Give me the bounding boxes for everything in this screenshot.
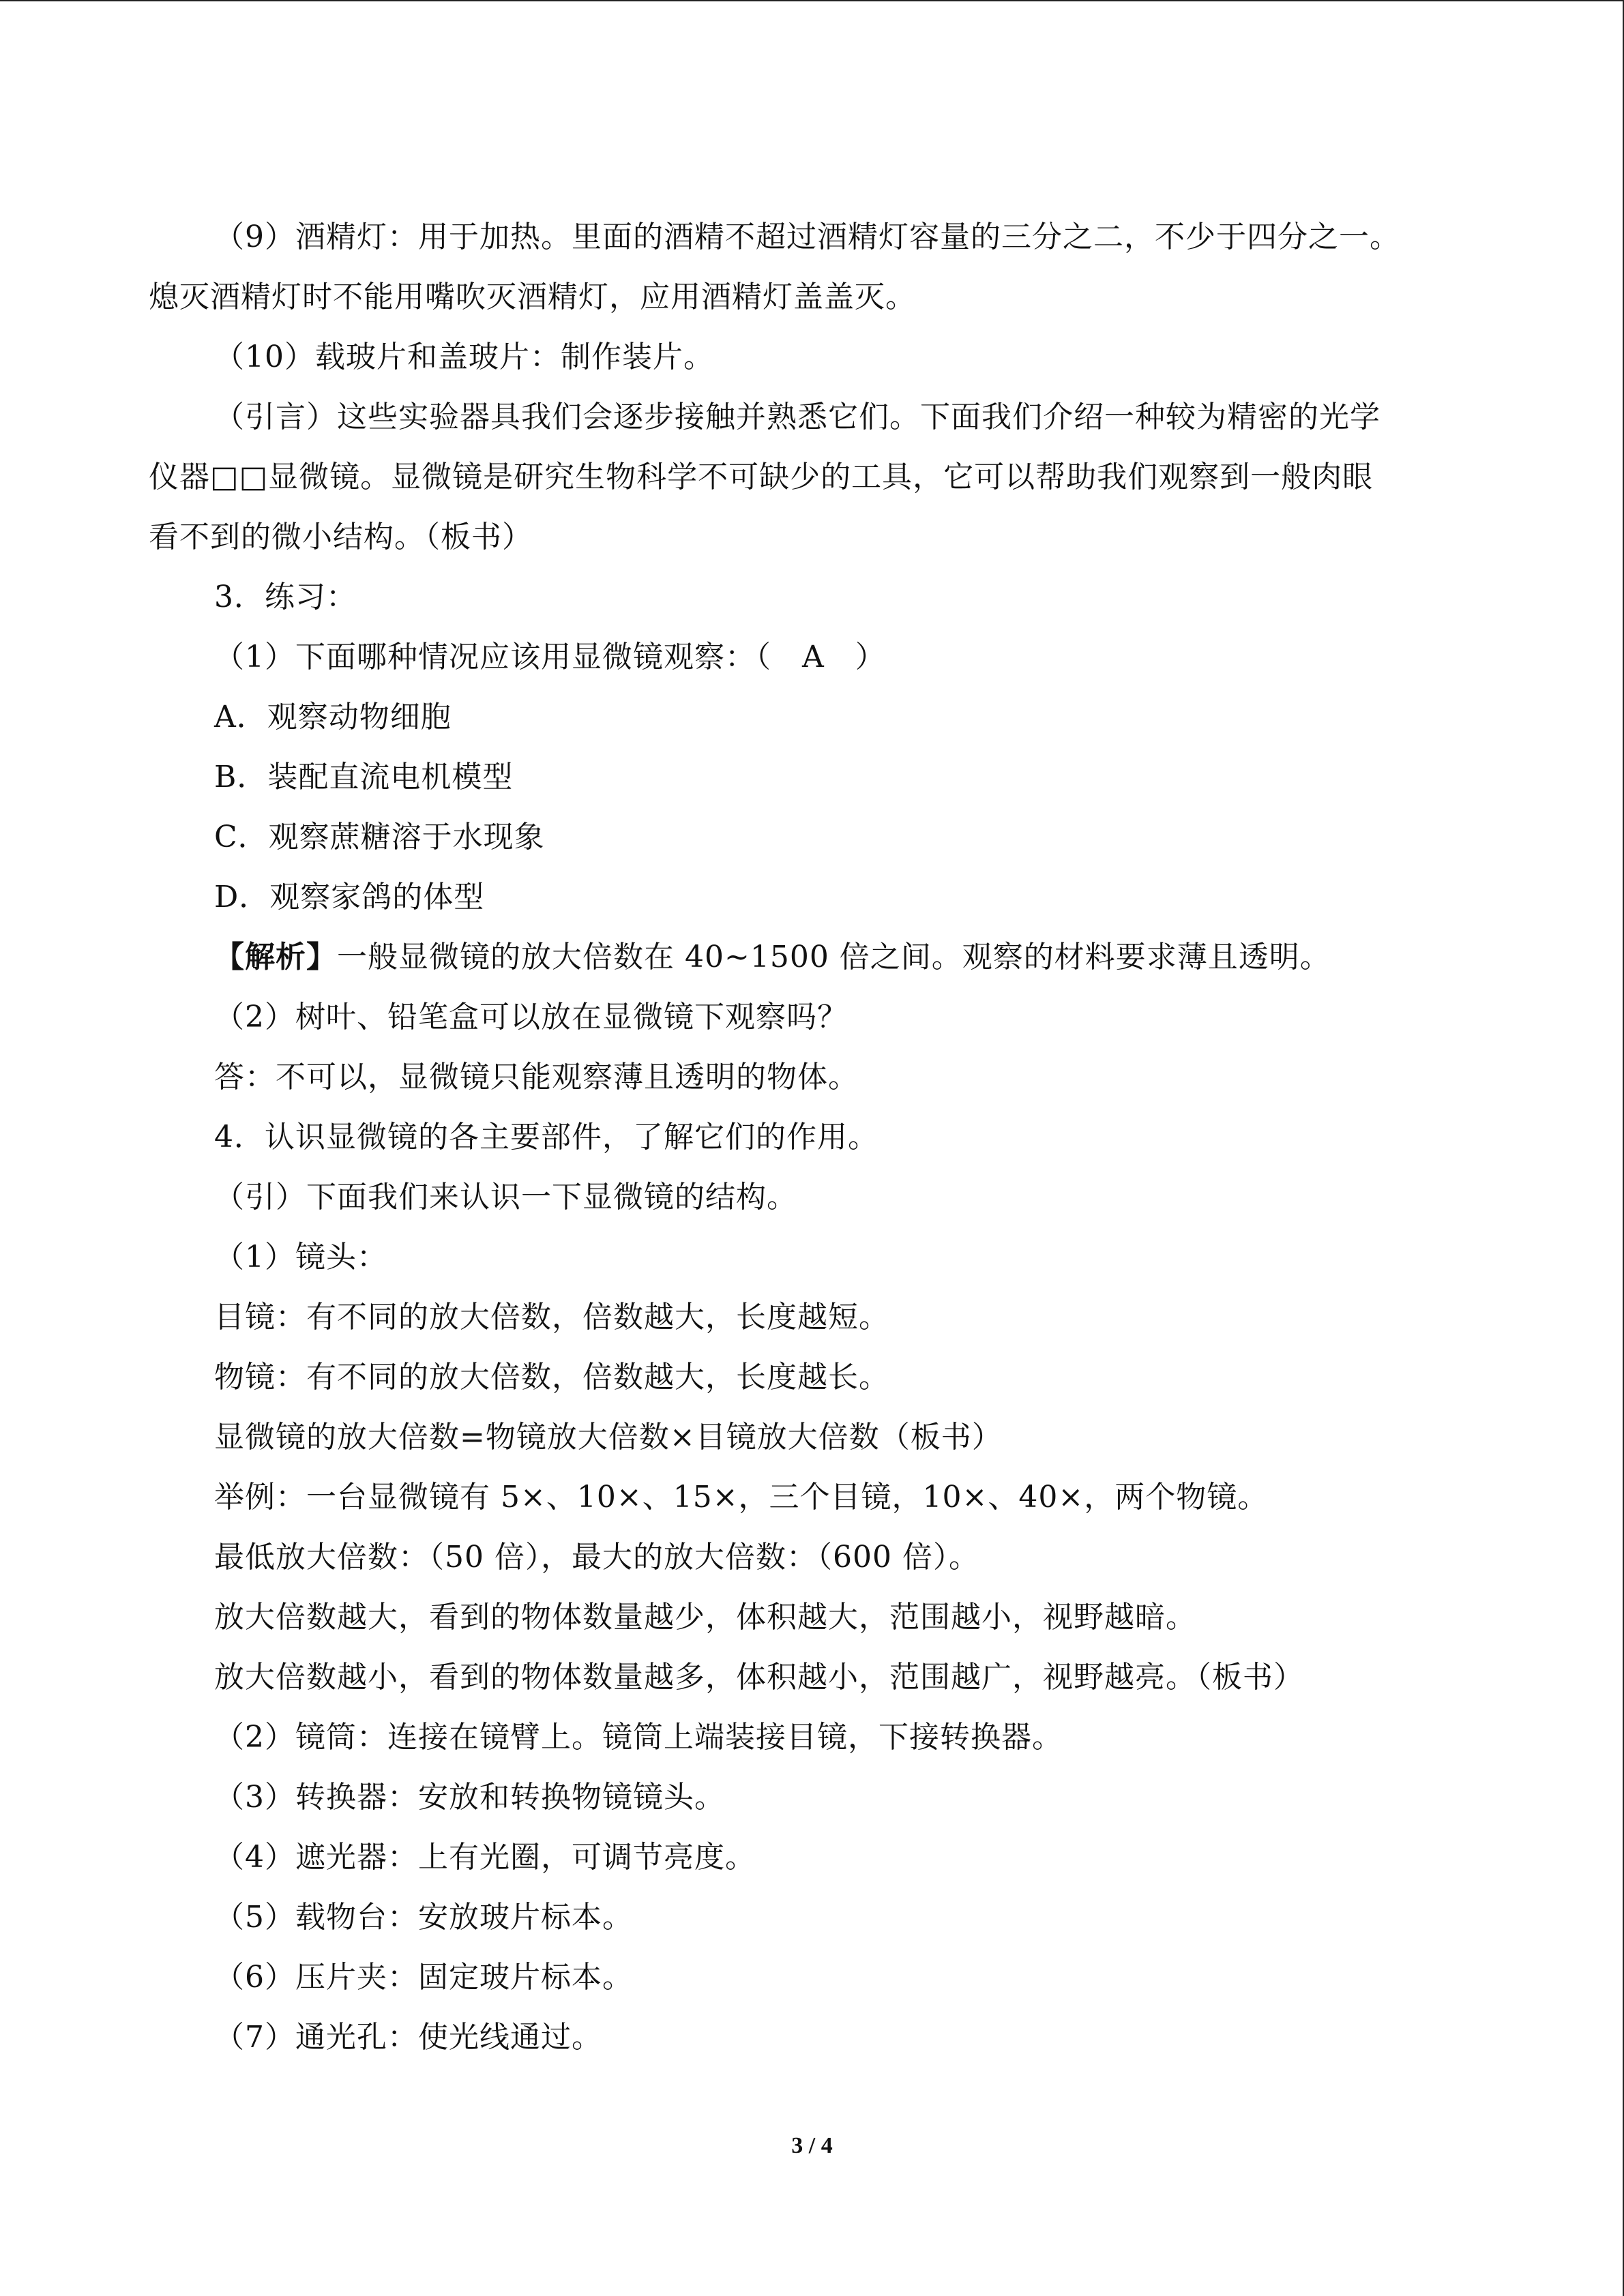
section-heading: 4．认识显微镜的各主要部件，了解它们的作用。 [214,1120,879,1154]
text-line: （5）载物台：安放玻片标本。 [214,1900,633,1935]
text-line: （4）遮光器：上有光圈，可调节亮度。 [214,1840,756,1875]
text-line: （1）镜头： [214,1240,387,1274]
option-b: B．装配直流电机模型 [214,760,514,794]
text-line: （7）通光孔：使光线通过。 [214,2020,602,2055]
text-line: 举例：一台显微镜有 5×、10×、15×，三个目镜，10×、40×，两个物镜。 [214,1480,1269,1515]
text-line: 放大倍数越小，看到的物体数量越多，体积越小，范围越广，视野越亮。（板书） [214,1660,1304,1695]
option-d: D．观察家鸽的体型 [214,880,485,914]
text-line: （引）下面我们来认识一下显微镜的结构。 [214,1180,797,1214]
answer-line: 答：不可以，显微镜只能观察薄且透明的物体。 [214,1060,859,1094]
text-line: 显微镜的放大倍数=物镜放大倍数×目镜放大倍数（板书） [214,1420,1003,1455]
analysis-text: 一般显微镜的放大倍数在 40~1500 倍之间。观察的材料要求薄且透明。 [337,940,1331,974]
text-line: 仪器□□显微镜。显微镜是研究生物科学不可缺少的工具，它可以帮助我们观察到一般肉眼 [149,460,1374,494]
text-line: 物镜：有不同的放大倍数，倍数越大，长度越长。 [214,1360,889,1395]
text-line: （引言）这些实验器具我们会逐步接触并熟悉它们。下面我们介绍一种较为精密的光学 [214,400,1381,434]
analysis-line [149,927,1458,987]
option-c: C．观察蔗糖溶于水现象 [214,820,545,854]
question-line: （1）下面哪种情况应该用显微镜观察：（ A ） [214,640,886,674]
text-line: 最低放大倍数：（50 倍），最大的放大倍数：（600 倍）。 [214,1540,979,1575]
text-line: （9）酒精灯：用于加热。里面的酒精不超过酒精灯容量的三分之二，不少于四分之一。 [214,220,1400,254]
text-line: （2）镜筒：连接在镜臂上。镜筒上端装接目镜，下接转换器。 [214,1720,1063,1755]
text-line: （10）载玻片和盖玻片：制作装片。 [214,340,714,374]
text-line: 目镜：有不同的放大倍数，倍数越大，长度越短。 [214,1300,889,1335]
text-line: （3）转换器：安放和转换物镜镜头。 [214,1780,725,1815]
section-heading: 3．练习： [214,580,357,614]
analysis-label: 【解析】 [214,940,337,974]
text-line: 看不到的微小结构。（板书） [149,520,533,554]
text-line: （6）压片夹：固定玻片标本。 [214,1960,633,1995]
option-a: A．观察动物细胞 [214,700,452,734]
question-line: （2）树叶、铅笔盒可以放在显微镜下观察吗？ [214,1000,848,1034]
text-line: 熄灭酒精灯时不能用嘴吹灭酒精灯，应用酒精灯盖盖灭。 [149,280,916,314]
text-line: 放大倍数越大，看到的物体数量越少，体积越大，范围越小，视野越暗。 [214,1600,1196,1635]
document-body [149,207,1458,2068]
page-number: 3 / 4 [791,2133,833,2158]
